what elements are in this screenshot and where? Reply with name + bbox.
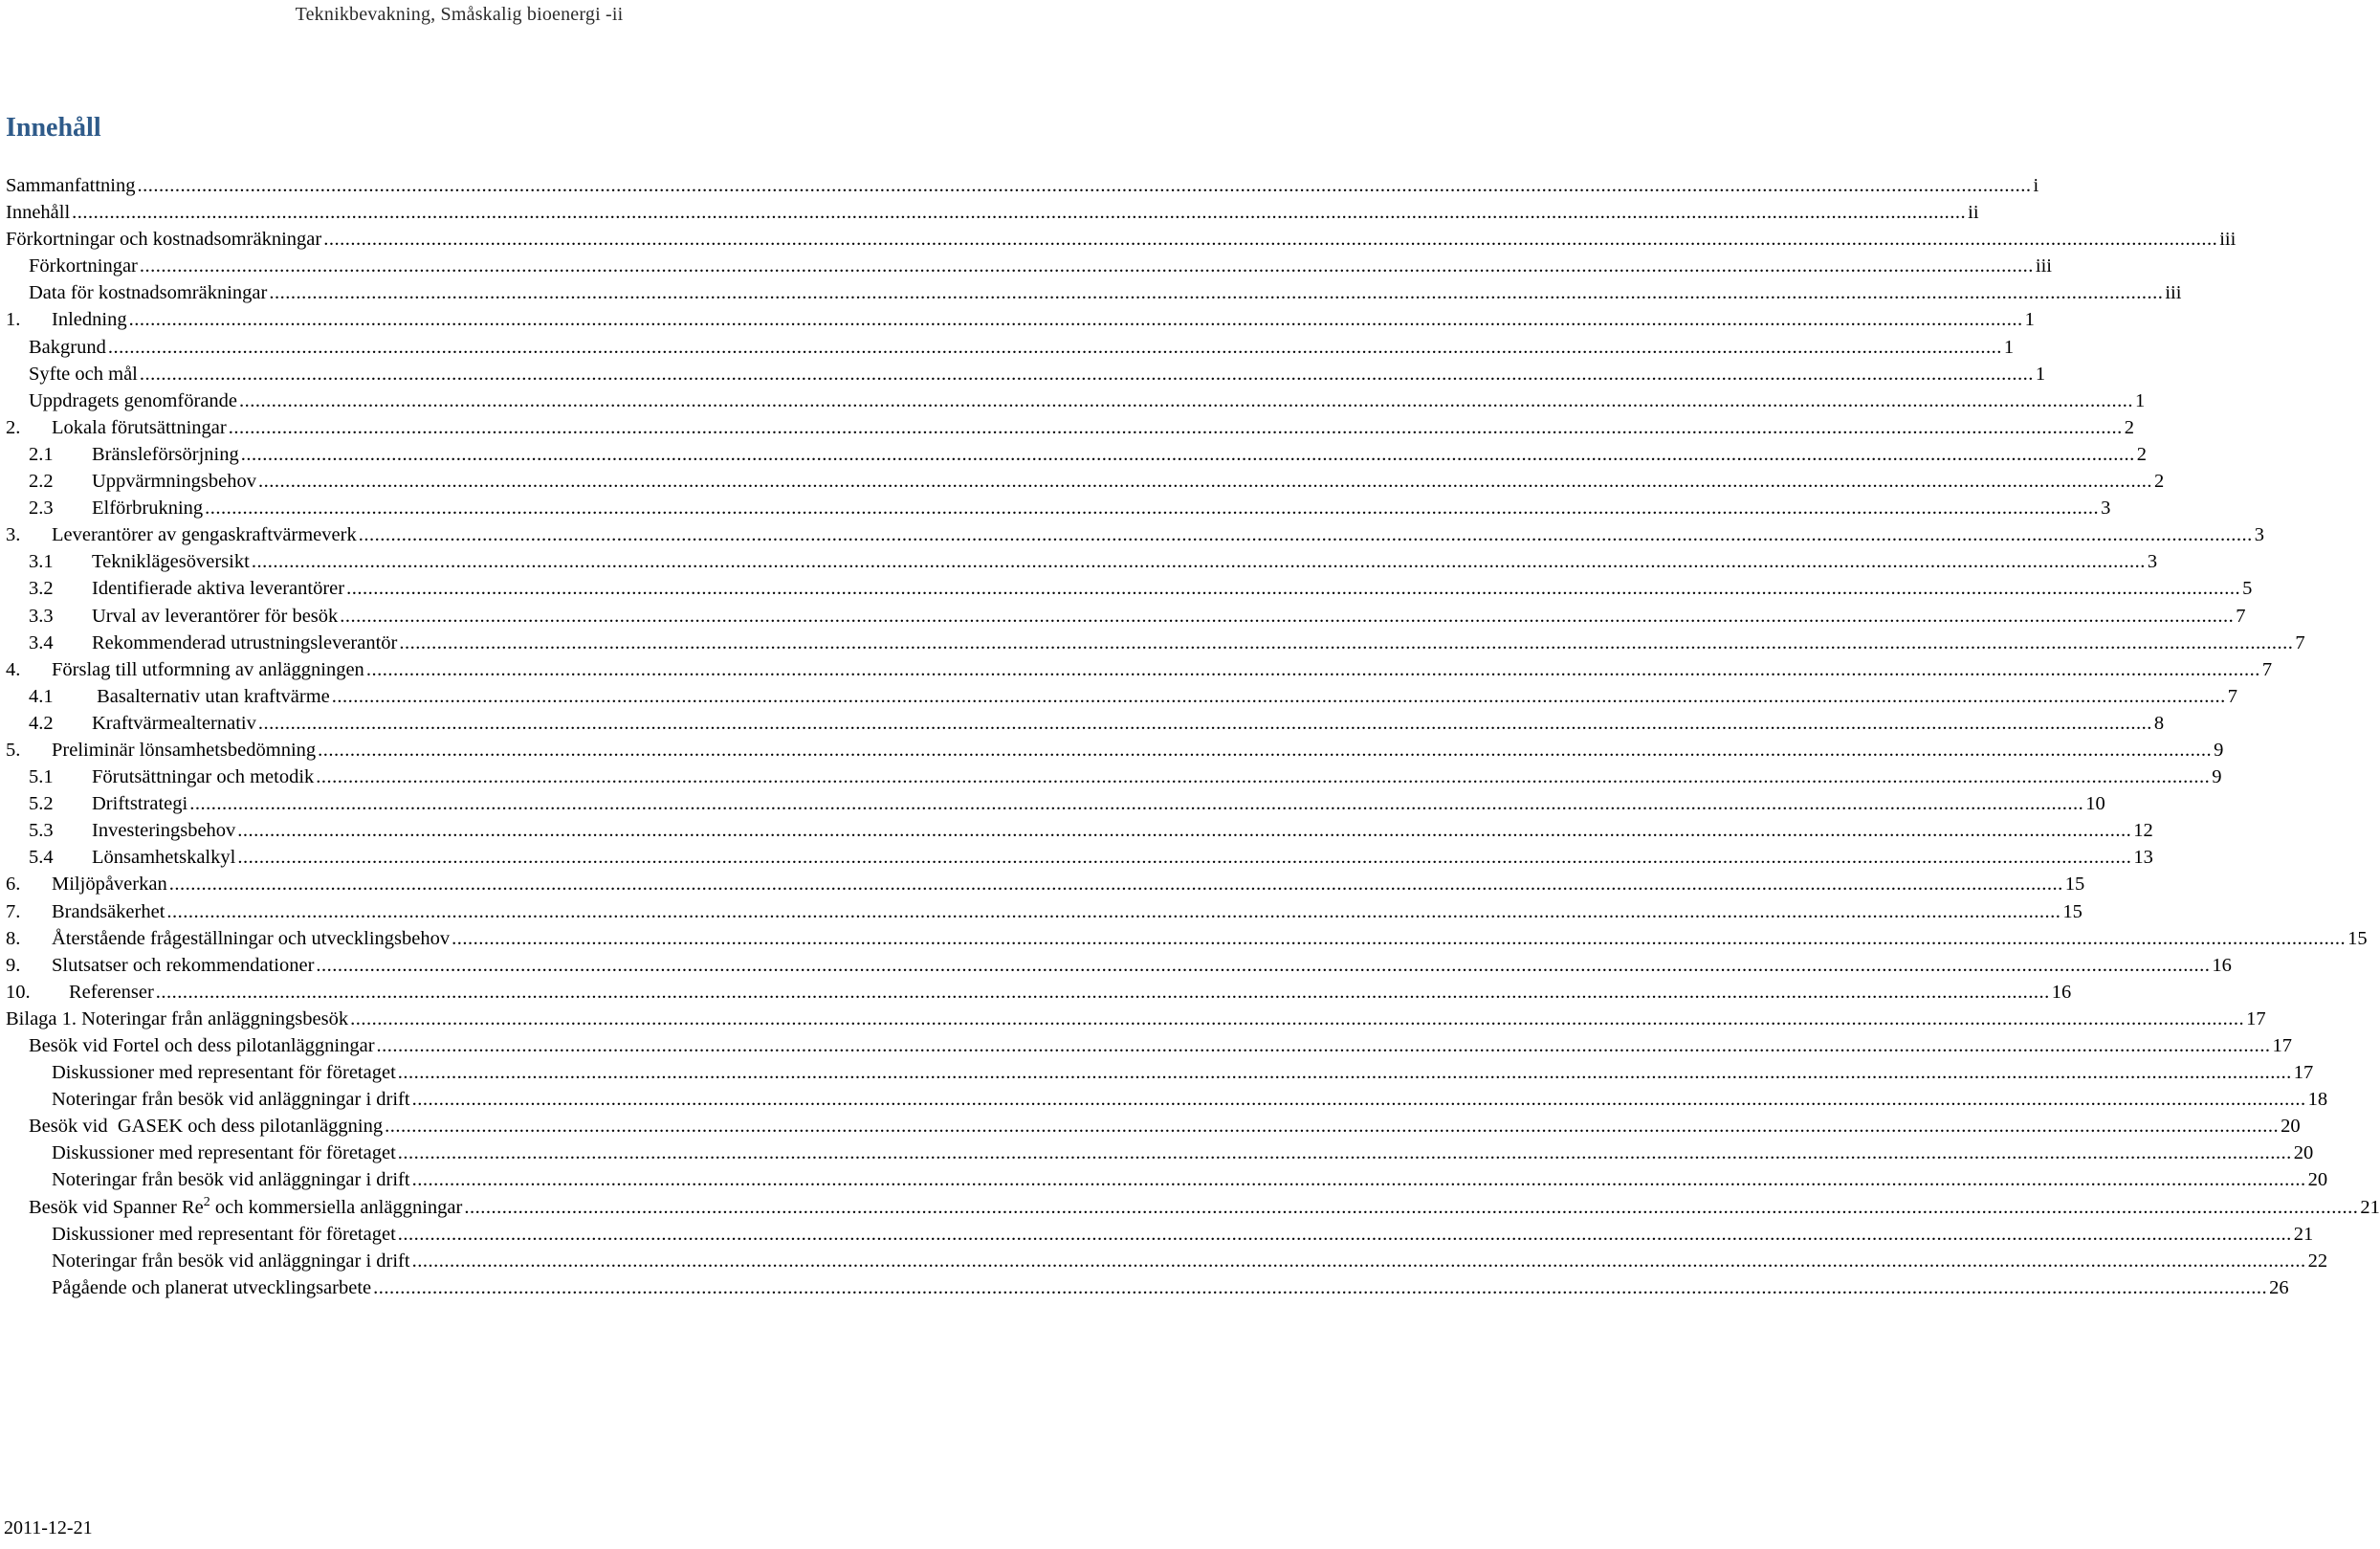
toc-dot-leader xyxy=(140,253,2034,279)
toc-entry-title xyxy=(29,334,106,361)
toc-entry-title xyxy=(29,1113,383,1140)
toc-entry-title-text: Sammanfattning xyxy=(6,175,136,196)
toc-entry-page-number: 7 xyxy=(2227,685,2237,707)
toc-entry-number: 4. xyxy=(6,658,21,680)
toc-entry-title xyxy=(52,1059,396,1086)
table-of-contents xyxy=(6,172,2380,1301)
toc-entry-title xyxy=(52,521,357,548)
toc-entry-number: 3. xyxy=(6,524,21,546)
toc-entry[interactable] xyxy=(6,925,2368,952)
toc-entry-title xyxy=(29,387,237,414)
toc-dot-leader xyxy=(269,279,2163,306)
toc-entry[interactable] xyxy=(6,898,2082,925)
toc-entry-page-number: 17 xyxy=(2293,1062,2314,1084)
toc-entry[interactable] xyxy=(6,1006,2266,1032)
toc-entry[interactable] xyxy=(6,361,2046,387)
toc-dot-leader xyxy=(189,790,2083,817)
toc-entry[interactable] xyxy=(6,1166,2328,1193)
toc-entry[interactable] xyxy=(6,414,2134,441)
toc-entry[interactable] xyxy=(6,1086,2328,1113)
toc-entry-title xyxy=(6,226,321,253)
toc-entry[interactable] xyxy=(6,844,2153,871)
toc-dot-leader xyxy=(385,1113,2279,1140)
toc-entry[interactable] xyxy=(6,630,2305,656)
toc-entry[interactable] xyxy=(6,1032,2293,1059)
toc-entry[interactable] xyxy=(6,1194,2380,1221)
toc-entry-page-number: iii xyxy=(2219,229,2237,251)
toc-entry-page-number: 15 xyxy=(2347,927,2368,949)
toc-entry-title xyxy=(92,495,203,521)
toc-entry-number: 4.1 xyxy=(29,685,54,707)
toc-entry-title xyxy=(52,1086,410,1113)
toc-entry-page-number: i xyxy=(2033,175,2039,196)
toc-entry-page-number: iii xyxy=(2165,282,2182,304)
toc-entry-page-number: 15 xyxy=(2062,900,2082,922)
toc-entry-title xyxy=(52,1248,410,1274)
toc-entry[interactable] xyxy=(6,1113,2301,1140)
toc-entry-title-text: Bränsleförsörjning xyxy=(92,443,239,465)
toc-entry-title xyxy=(6,1006,348,1032)
toc-entry-title-text: Data för kostnadsomräkningar xyxy=(29,282,268,304)
toc-entry-title-text: Lönsamhetskalkyl xyxy=(92,847,236,869)
toc-dot-leader xyxy=(373,1274,2267,1301)
toc-entry[interactable] xyxy=(6,871,2085,897)
toc-entry-title-text: Kraftvärmealternativ xyxy=(92,712,256,734)
toc-dot-leader xyxy=(340,603,2234,630)
toc-entry-page-number: ii xyxy=(1968,202,1979,224)
toc-entry-title xyxy=(92,603,338,630)
toc-entry-number: 4.2 xyxy=(29,712,54,734)
toc-entry-title-text: Rekommenderad utrustningsleverantör xyxy=(92,631,398,653)
toc-entry-number: 1. xyxy=(6,309,21,331)
toc-dot-leader xyxy=(316,952,2210,979)
toc-entry-number: 2.1 xyxy=(29,443,54,465)
toc-entry-title-text: Lokala förutsättningar xyxy=(52,416,227,438)
toc-entry-number: 9. xyxy=(6,954,21,976)
toc-entry-title xyxy=(92,548,250,575)
toc-entry-number: 2.3 xyxy=(29,498,54,520)
toc-entry-title-text: Diskussioner med representant för företaget xyxy=(52,1223,396,1245)
toc-dot-leader xyxy=(377,1032,2271,1059)
toc-entry-page-number: 2 xyxy=(2153,471,2165,493)
toc-entry-title-text: Syfte och mål xyxy=(29,363,138,385)
toc-entry-title xyxy=(52,925,450,952)
toc-entry-number: 5. xyxy=(6,739,21,761)
toc-entry[interactable] xyxy=(6,521,2264,548)
toc-dot-leader xyxy=(412,1086,2306,1113)
toc-entry-title xyxy=(92,441,239,468)
toc-dot-leader xyxy=(350,1006,2244,1032)
toc-dot-leader xyxy=(169,871,2063,897)
toc-entry-title xyxy=(92,468,256,495)
toc-entry-title-text: Noteringar från besök vid anläggningar i drift xyxy=(52,1250,410,1272)
toc-entry-title xyxy=(52,1140,396,1166)
running-header: Teknikbevakning, Småskalig bioenergi -ii xyxy=(295,4,624,25)
toc-entry-number: 7. xyxy=(6,900,21,922)
toc-dot-leader xyxy=(412,1248,2306,1274)
toc-entry-title xyxy=(29,253,138,279)
toc-entry-title xyxy=(92,710,256,737)
toc-entry-number: 8. xyxy=(6,927,21,949)
toc-entry[interactable] xyxy=(6,199,1979,226)
toc-entry-page-number: 9 xyxy=(2214,739,2224,761)
toc-entry-title-text: Innehåll xyxy=(6,202,71,224)
toc-entry-title xyxy=(92,630,397,656)
toc-entry-page-number: 16 xyxy=(2051,981,2072,1003)
toc-entry[interactable] xyxy=(6,603,2246,630)
toc-entry[interactable] xyxy=(6,226,2237,253)
toc-entry-page-number: 12 xyxy=(2133,820,2153,842)
toc-dot-leader xyxy=(366,656,2260,683)
toc-entry-number: 5.1 xyxy=(29,766,54,788)
toc-entry-title xyxy=(92,763,314,790)
toc-dot-leader xyxy=(398,1221,2292,1248)
toc-dot-leader xyxy=(452,925,2346,952)
toc-entry-title-text: Inledning xyxy=(52,309,127,331)
toc-entry[interactable] xyxy=(6,979,2072,1006)
toc-entry-number: 2. xyxy=(6,416,21,438)
toc-entry[interactable] xyxy=(6,1221,2314,1248)
toc-entry-title-text: Noteringar från besök vid anläggningar i drift xyxy=(52,1089,410,1111)
toc-entry-title-text: Förutsättningar och metodik xyxy=(92,766,315,788)
toc-entry[interactable] xyxy=(6,1059,2314,1086)
toc-entry-page-number: iii xyxy=(2035,255,2052,277)
toc-dot-leader xyxy=(108,334,2002,361)
toc-entry-page-number: 26 xyxy=(2269,1276,2289,1298)
toc-entry-number: 5.3 xyxy=(29,820,54,842)
toc-entry[interactable] xyxy=(6,1140,2314,1166)
toc-entry-title xyxy=(52,414,227,441)
toc-entry-superscript: 2 xyxy=(203,1194,210,1209)
toc-dot-leader xyxy=(241,441,2135,468)
toc-entry-number: 5.4 xyxy=(29,847,54,869)
toc-entry-title xyxy=(29,1194,462,1221)
toc-entry-title xyxy=(52,871,167,897)
toc-entry-page-number: 7 xyxy=(2236,605,2246,627)
toc-entry-title-text: Besök vid Fortel och dess pilotanläggningar xyxy=(29,1035,375,1056)
toc-entry-title xyxy=(52,1221,396,1248)
toc-dot-leader xyxy=(332,683,2226,710)
toc-entry-page-number: 3 xyxy=(2254,524,2264,546)
toc-entry[interactable] xyxy=(6,952,2232,979)
toc-entry-number: 2.2 xyxy=(29,471,54,493)
toc-entry[interactable] xyxy=(6,737,2224,763)
toc-entry-title xyxy=(6,199,70,226)
toc-entry-title-text: Miljöpåverkan xyxy=(52,874,167,896)
toc-entry-page-number: 1 xyxy=(2135,389,2146,411)
toc-entry-page-number: 21 xyxy=(2293,1223,2314,1245)
toc-entry-title xyxy=(92,575,344,602)
toc-entry-page-number: 9 xyxy=(2212,766,2222,788)
toc-dot-leader xyxy=(258,468,2152,495)
toc-dot-leader xyxy=(359,521,2253,548)
toc-entry-page-number: 3 xyxy=(2101,498,2111,520)
toc-entry[interactable] xyxy=(6,468,2165,495)
toc-dot-leader xyxy=(205,495,2099,521)
toc-entry[interactable] xyxy=(6,306,2035,333)
toc-entry-title-text: Basalternativ utan kraftvärme xyxy=(92,685,330,707)
toc-dot-leader xyxy=(229,414,2123,441)
toc-entry-title-text: Noteringar från besök vid anläggningar i drift xyxy=(52,1169,410,1191)
toc-entry-title-text: Diskussioner med representant för företaget xyxy=(52,1062,396,1084)
toc-entry-title-text: Uppdragets genomförande xyxy=(29,389,238,411)
toc-entry-title-text: Återstående frågeställningar och utvecklingsbehov xyxy=(52,927,451,949)
toc-entry-page-number: 8 xyxy=(2153,712,2165,734)
toc-entry[interactable] xyxy=(6,172,2039,199)
toc-entry-page-number: 10 xyxy=(2085,793,2105,815)
toc-dot-leader xyxy=(412,1166,2306,1193)
toc-entry-page-number: 2 xyxy=(2124,416,2134,438)
toc-entry-title xyxy=(52,952,314,979)
toc-entry-page-number: 13 xyxy=(2133,847,2153,869)
footer-date: 2011-12-21 xyxy=(4,1517,93,1538)
toc-entry-title-text: Brandsäkerhet xyxy=(52,900,165,922)
toc-entry[interactable] xyxy=(6,495,2111,521)
toc-entry[interactable] xyxy=(6,387,2146,414)
toc-entry-page-number: 21 xyxy=(2360,1196,2380,1218)
toc-entry[interactable] xyxy=(6,441,2147,468)
toc-entry[interactable] xyxy=(6,575,2253,602)
toc-entry-page-number: 18 xyxy=(2307,1089,2328,1111)
toc-entry-title-text: Driftstrategi xyxy=(92,793,188,815)
toc-entry-page-number: 5 xyxy=(2242,578,2253,600)
toc-dot-leader xyxy=(399,630,2293,656)
toc-entry[interactable] xyxy=(6,1248,2328,1274)
toc-entry-title-text: Förkortningar xyxy=(29,255,138,277)
toc-entry-page-number: 3 xyxy=(2147,551,2158,573)
toc-entry[interactable] xyxy=(6,334,2015,361)
toc-entry-title-continued: och kommersiella anläggningar xyxy=(209,1196,463,1218)
toc-entry-number: 5.2 xyxy=(29,793,54,815)
toc-entry-page-number: 7 xyxy=(2295,631,2305,653)
toc-entry[interactable] xyxy=(6,763,2222,790)
toc-dot-leader xyxy=(72,199,1966,226)
toc-dot-leader xyxy=(398,1140,2292,1166)
toc-entry-title xyxy=(52,898,165,925)
toc-entry-title-text: Tekniklägesöversikt xyxy=(92,551,250,573)
toc-entry-title xyxy=(29,361,138,387)
toc-entry-title-text: Bilaga 1. Noteringar från anläggningsbesök xyxy=(6,1007,349,1029)
toc-entry-title xyxy=(52,1274,371,1301)
toc-entry-number: 3.3 xyxy=(29,605,54,627)
toc-dot-leader xyxy=(346,575,2240,602)
toc-entry-number: 3.1 xyxy=(29,551,54,573)
toc-entry-title-text: Leverantörer av gengaskraftvärmeverk xyxy=(52,524,357,546)
toc-entry-title xyxy=(52,1166,410,1193)
toc-entry[interactable] xyxy=(6,253,2052,279)
toc-entry-title-text: Investeringsbehov xyxy=(92,820,236,842)
toc-entry-title-text: Besök vid Spanner Re xyxy=(29,1196,204,1218)
toc-entry-title xyxy=(92,683,330,710)
toc-entry-title-text: Pågående och planerat utvecklingsarbete xyxy=(52,1276,372,1298)
toc-entry-number: 3.4 xyxy=(29,631,54,653)
toc-entry-title-text: Diskussioner med representant för företaget xyxy=(52,1142,396,1164)
toc-entry[interactable] xyxy=(6,279,2182,306)
toc-entry-title-text: Förkortningar och kostnadsomräkningar xyxy=(6,229,322,251)
toc-entry-title-text: Besök vid GASEK och dess pilotanläggning xyxy=(29,1116,384,1138)
toc-entry-title xyxy=(69,979,154,1006)
toc-entry-title xyxy=(92,817,235,844)
toc-entry-title-text: Identifierade aktiva leverantörer xyxy=(92,578,345,600)
toc-dot-leader xyxy=(239,387,2133,414)
toc-entry-number: 6. xyxy=(6,874,21,896)
toc-entry-page-number: 17 xyxy=(2272,1035,2293,1056)
toc-entry-page-number: 1 xyxy=(2035,363,2046,385)
toc-heading: Innehåll xyxy=(6,113,101,143)
toc-entry-title xyxy=(92,844,235,871)
toc-dot-leader xyxy=(237,817,2131,844)
toc-entry-page-number: 20 xyxy=(2281,1116,2301,1138)
toc-entry-page-number: 16 xyxy=(2212,954,2232,976)
toc-entry-title xyxy=(29,1032,375,1059)
toc-dot-leader xyxy=(316,763,2210,790)
toc-entry-page-number: 1 xyxy=(2024,309,2035,331)
toc-entry-page-number: 22 xyxy=(2307,1250,2328,1272)
toc-entry-title-text: Referenser xyxy=(69,981,154,1003)
toc-entry-title-text: Elförbrukning xyxy=(92,498,204,520)
toc-dot-leader xyxy=(398,1059,2292,1086)
toc-entry-title xyxy=(6,172,136,199)
toc-dot-leader xyxy=(129,306,2023,333)
toc-entry-title xyxy=(52,306,127,333)
toc-entry-title-text: Förslag till utformning av anläggningen xyxy=(52,658,364,680)
toc-entry-page-number: 20 xyxy=(2307,1169,2328,1191)
toc-entry-title xyxy=(29,279,267,306)
toc-dot-leader xyxy=(464,1194,2358,1221)
toc-entry-title-text: Bakgrund xyxy=(29,336,106,358)
toc-dot-leader xyxy=(237,844,2131,871)
toc-entry-page-number: 7 xyxy=(2261,658,2273,680)
toc-entry-title-text: Preliminär lönsamhetsbedömning xyxy=(52,739,317,761)
toc-entry-title-text: Uppvärmningsbehov xyxy=(92,471,256,493)
toc-entry-number: 10. xyxy=(6,981,31,1003)
toc-entry-page-number: 1 xyxy=(2003,336,2015,358)
toc-dot-leader xyxy=(323,226,2217,253)
toc-entry[interactable] xyxy=(6,817,2153,844)
toc-entry[interactable] xyxy=(6,656,2273,683)
toc-entry-page-number: 20 xyxy=(2293,1142,2314,1164)
toc-entry[interactable] xyxy=(6,1274,2289,1301)
toc-entry[interactable] xyxy=(6,683,2237,710)
toc-entry-title-text: Slutsatser och rekommendationer xyxy=(52,954,315,976)
toc-entry[interactable] xyxy=(6,548,2158,575)
toc-entry-title xyxy=(52,656,364,683)
toc-entry-page-number: 17 xyxy=(2246,1007,2266,1029)
toc-dot-leader xyxy=(258,710,2152,737)
toc-dot-leader xyxy=(166,898,2060,925)
toc-entry-title xyxy=(52,737,316,763)
toc-entry[interactable] xyxy=(6,790,2105,817)
toc-entry-title xyxy=(92,790,187,817)
toc-dot-leader xyxy=(318,737,2212,763)
toc-entry-number: 3.2 xyxy=(29,578,54,600)
toc-entry-page-number: 15 xyxy=(2064,874,2085,896)
toc-dot-leader xyxy=(140,361,2034,387)
toc-entry-title-text: Urval av leverantörer för besök xyxy=(92,605,339,627)
toc-entry-page-number: 2 xyxy=(2136,443,2147,465)
toc-entry[interactable] xyxy=(6,710,2165,737)
toc-dot-leader xyxy=(252,548,2146,575)
toc-dot-leader xyxy=(156,979,2050,1006)
toc-dot-leader xyxy=(138,172,2032,199)
